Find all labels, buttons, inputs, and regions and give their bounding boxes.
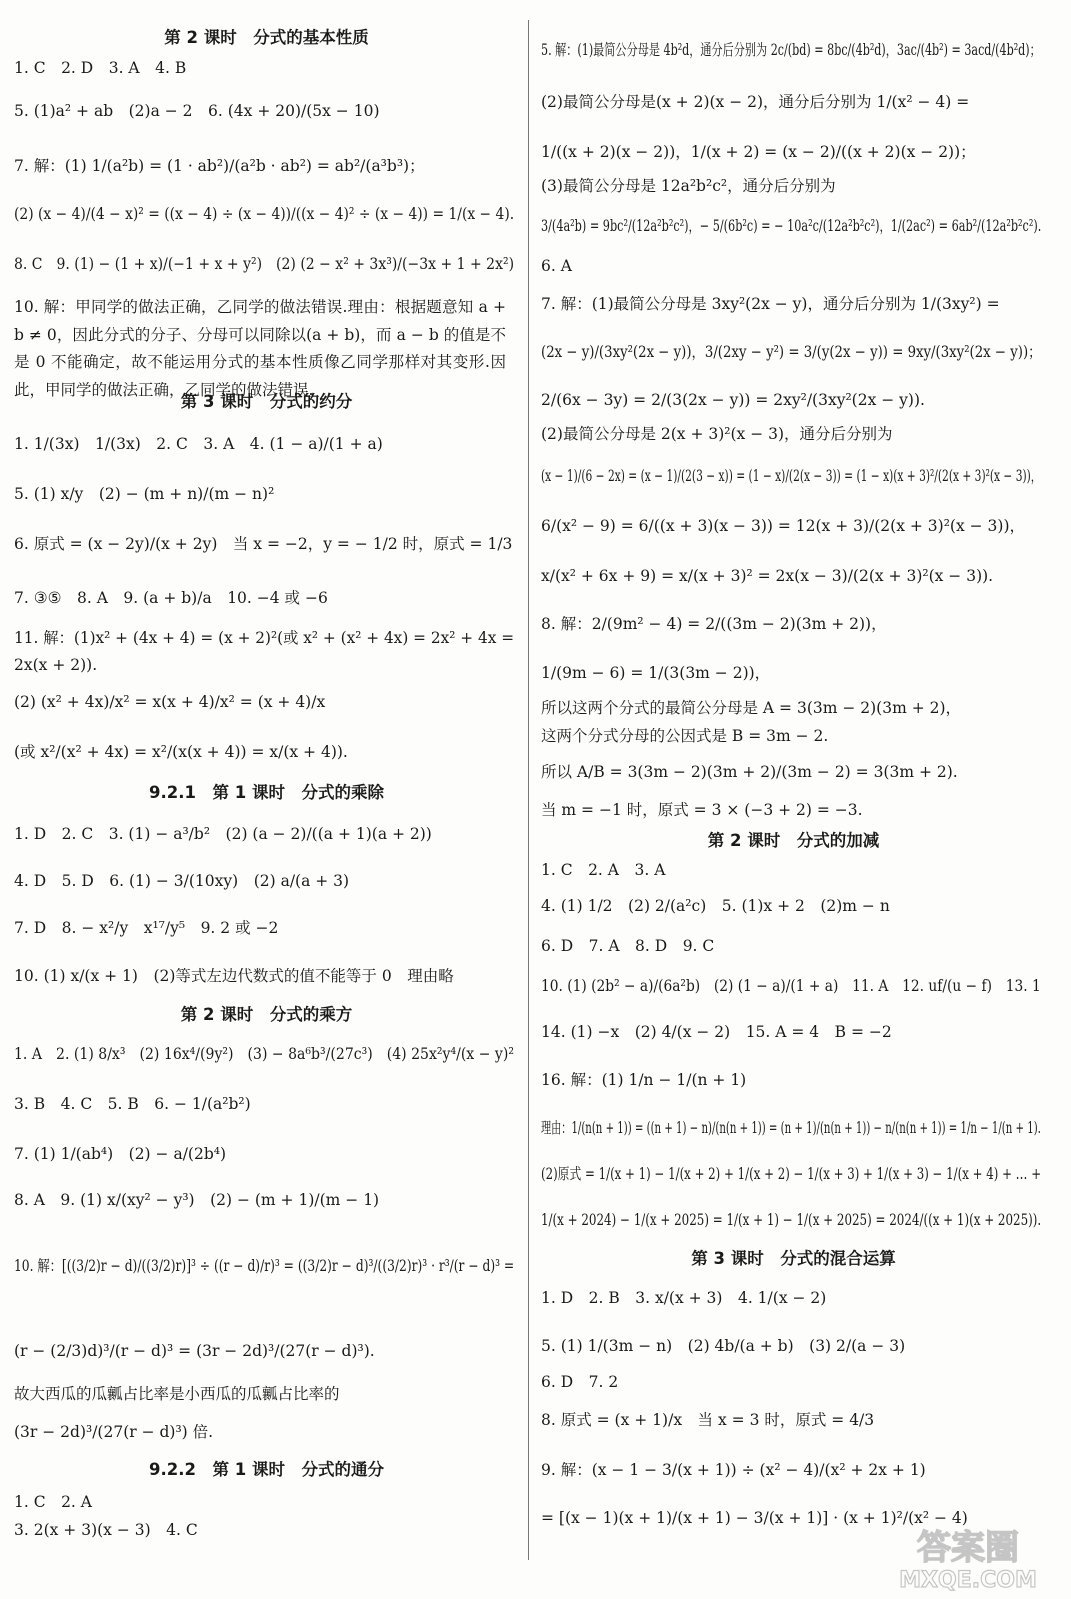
answer-line: 10. (1) x/(x + 1) (2)等式左边代数式的值不能等于 0 理由略 — [14, 967, 454, 985]
answer-line: (x − 1)/(6 − 2x) = (x − 1)/(2(3 − x)) = (1 − x)/(2(x − 3)) = (1 − x)(x + 3)²/(2(x + 3)²(x − 3))， — [541, 467, 1042, 485]
answer-line: 16. 解：(1) 1/n − 1/(n + 1) — [541, 1071, 747, 1089]
answer-line: 10. 解：甲同学的做法正确，乙同学的做法错误.理由：根据题意知 a + b ≠ 0，因此分式的分子、分母可以同除以(a + b)，而 a − b 的值是不是 0 不能确定，故不能运用分式的基本性质像乙同学那样对其变形.因此，甲同学的做法正确，乙同学的做法错误. — [14, 298, 506, 399]
answer-line: 10. 解：[((3/2)r − d)/((3/2)r)]³ ÷ ((r − d)/r)³ = ((3/2)r − d)³/((3/2)r)³ · r³/(r − d)³ = — [14, 1257, 515, 1275]
answer-line: 1. D 2. C 3. (1) − a³/b² (2) (a − 2)/((a + 1)(a + 2)) — [14, 825, 432, 843]
answer-line: 2x(x + 2)). — [14, 656, 98, 674]
answer-line: = [(x − 1)(x + 1)/(x + 1) − 3/(x + 1)] · (x + 1)²/(x² − 4) — [541, 1509, 968, 1527]
answer-line: 1. C 2. A — [14, 1493, 92, 1511]
answer-line: 9. 解：(x − 1 − 3/(x + 1)) ÷ (x² − 4)/(x² + 2x + 1) — [541, 1461, 926, 1479]
answer-line: (3)最简公分母是 12a²b²c²，通分后分别为 — [541, 177, 836, 195]
answer-line: 6. A — [541, 257, 572, 275]
answer-line: 5. (1) x/y (2) − (m + n)/(m − n)² — [14, 485, 275, 503]
answer-line: 1/(x + 2024) − 1/(x + 2025) = 1/(x + 1) − 1/(x + 2025) = 2024/((x + 1)(x + 2025)). — [541, 1211, 1042, 1229]
answer-line: 4. D 5. D 6. (1) − 3/(10xy) (2) a/(a + 3) — [14, 872, 350, 890]
answer-line: x/(x² + 6x + 9) = x/(x + 3)² = 2x(x − 3)/(2(x + 3)²(x − 3)). — [541, 567, 994, 585]
answer-line: 14. (1) −x (2) 4/(x − 2) 15. A = 4 B = −2 — [541, 1023, 892, 1041]
answer-line: (r − (2/3)d)³/(r − d)³ = (3r − 2d)³/(27(r − d)³). — [14, 1342, 375, 1360]
answer-line: 7. (1) 1/(ab⁴) (2) − a/(2b⁴) — [14, 1145, 227, 1163]
answer-line: 7. 解：(1)最简公分母是 3xy²(2x − y)，通分后分别为 1/(3xy²) = — [541, 295, 1000, 313]
watermark-logo — [883, 1515, 1053, 1593]
watermark-title: 答案圈 — [917, 1528, 1019, 1568]
answer-line: 故大西瓜的瓜瓤占比率是小西瓜的瓜瓤占比率的 — [14, 1385, 340, 1403]
answer-line: (2x − y)/(3xy²(2x − y))，3/(2xy − y²) = 3/(y(2x − y)) = 9xy/(3xy²(2x − y))； — [541, 343, 1042, 361]
answer-line: (或 x²/(x² + 4x) = x²/(x(x + 4)) = x/(x + 4)). — [14, 743, 348, 761]
answer-line: 6/(x² − 9) = 6/((x + 3)(x − 3)) = 12(x + 3)/(2(x + 3)²(x − 3))， — [541, 517, 1026, 535]
answer-line: 6. 原式 = (x − 2y)/(x + 2y) 当 x = −2，y = − 1/2 时，原式 = 1/3 — [14, 535, 513, 553]
answer-line: 7. ③⑤ 8. A 9. (a + b)/a 10. −4 或 −6 — [14, 589, 328, 607]
answer-line: 当 m = −1 时，原式 = 3 × (−3 + 2) = −3. — [541, 801, 863, 819]
answer-line: (2) (x² + 4x)/x² = x(x + 4)/x² = (x + 4)/x — [14, 693, 326, 711]
answer-line: 3. 2(x + 3)(x − 3) 4. C — [14, 1521, 198, 1539]
answer-line: 8. C 9. (1) − (1 + x)/(−1 + x + y²) (2) (2 − x² + 3x³)/(−3x + 1 + 2x²) — [14, 255, 515, 273]
answer-line: (2) (x − 4)/(4 − x)² = ((x − 4) ÷ (x − 4))/((x − 4)² ÷ (x − 4)) = 1/(x − 4). — [14, 205, 515, 223]
answer-line: 3. B 4. C 5. B 6. − 1/(a²b²) — [14, 1095, 251, 1113]
answer-line: 所以 A/B = 3(3m − 2)(3m + 2)/(3m − 2) = 3(3m + 2). — [541, 763, 958, 781]
answer-line: 1. A 2. (1) 8/x³ (2) 16x⁴/(9y²) (3) − 8a⁶b³/(27c³) (4) 25x²y⁴/(x − y)² — [14, 1045, 514, 1063]
answer-line: (2)原式 = 1/(x + 1) − 1/(x + 2) + 1/(x + 2) − 1/(x + 3) + 1/(x + 3) − 1/(x + 4) + … + — [541, 1165, 1042, 1183]
answer-line: 5. (1)a² + ab (2)a − 2 6. (4x + 20)/(5x − 10) — [14, 102, 380, 120]
answer-line: 7. D 8. − x²/y x¹⁷/y⁵ 9. 2 或 −2 — [14, 919, 279, 937]
watermark-url: MXQE.COM — [899, 1568, 1037, 1593]
section-heading: 第 2 课时 分式的乘方 — [180, 1005, 353, 1024]
answer-line: 1. C 2. D 3. A 4. B — [14, 59, 187, 77]
section-heading: 第 2 课时 分式的基本性质 — [164, 28, 369, 47]
section-heading: 第 3 课时 分式的约分 — [180, 392, 353, 411]
column-divider — [528, 20, 529, 1560]
answer-line: 10. (1) (2b² − a)/(6a²b) (2) (1 − a)/(1 + a) 11. A 12. uf/(u − f) 13. 1 — [541, 977, 1041, 995]
answer-line: 3/(4a²b) = 9bc²/(12a²b²c²)，− 5/(6b²c) = − 10a²c/(12a²b²c²)，1/(2ac²) = 6ab²/(12a²b²c²). — [541, 217, 1042, 235]
answer-line: 7. 解：(1) 1/(a²b) = (1 · ab²)/(a²b · ab²) = ab²/(a³b³)； — [14, 157, 425, 175]
section-heading: 第 3 课时 分式的混合运算 — [691, 1249, 896, 1268]
answer-line: 8. A 9. (1) x/(xy² − y³) (2) − (m + 1)/(m − 1) — [14, 1191, 380, 1209]
answer-line: (3r − 2d)³/(27(r − d)³) 倍. — [14, 1423, 214, 1441]
section-heading: 9.2.2 第 1 课时 分式的通分 — [149, 1460, 384, 1479]
answer-line: 1. D 2. B 3. x/(x + 3) 4. 1/(x − 2) — [541, 1289, 827, 1307]
answer-line: 8. 原式 = (x + 1)/x 当 x = 3 时，原式 = 4/3 — [541, 1411, 875, 1429]
section-heading: 第 2 课时 分式的加减 — [707, 831, 880, 850]
answer-line: 1. 1/(3x) 1/(3x) 2. C 3. A 4. (1 − a)/(1 + a) — [14, 435, 383, 453]
answer-line: 理由：1/(n(n + 1)) = ((n + 1) − n)/(n(n + 1)) = (n + 1)/(n(n + 1)) − n/(n(n + 1)) = 1/n − 1/(n + 1). — [541, 1119, 1041, 1137]
answer-line: (2)最简公分母是 2(x + 3)²(x − 3)，通分后分别为 — [541, 425, 893, 443]
answer-line: 5. 解：(1)最简公分母是 4b²d，通分后分别为 2c/(bd) = 8bc/(4b²d)，3ac/(4b²) = 3acd/(4b²d)； — [541, 41, 1041, 59]
section-heading: 9.2.1 第 1 课时 分式的乘除 — [149, 783, 384, 802]
answer-line: 1/((x + 2)(x − 2))，1/(x + 2) = (x − 2)/((x + 2)(x − 2))； — [541, 143, 976, 161]
answer-line: 所以这两个分式的最简公分母是 A = 3(3m − 2)(3m + 2)， — [541, 699, 962, 717]
answer-line: 1/(9m − 6) = 1/(3(3m − 2))， — [541, 664, 771, 682]
answer-line: 6. D 7. 2 — [541, 1373, 619, 1391]
answer-line: 4. (1) 1/2 (2) 2/(a²c) 5. (1)x + 2 (2)m − n — [541, 897, 890, 915]
answer-line: 5. (1) 1/(3m − n) (2) 4b/(a + b) (3) 2/(a − 3) — [541, 1337, 906, 1355]
answer-line: 2/(6x − 3y) = 2/(3(2x − y)) = 2xy²/(3xy²(2x − y)). — [541, 391, 925, 409]
answer-line: 11. 解：(1)x² + (4x + 4) = (x + 2)²(或 x² + (x² + 4x) = 2x² + 4x = — [14, 629, 515, 647]
answer-line: 8. 解：2/(9m² − 4) = 2/((3m − 2)(3m + 2))， — [541, 615, 887, 633]
answer-line: 这两个分式分母的公因式是 B = 3m − 2. — [541, 727, 829, 745]
answer-line: 1. C 2. A 3. A — [541, 861, 666, 879]
answer-line: 6. D 7. A 8. D 9. C — [541, 937, 715, 955]
answer-line: (2)最简公分母是(x + 2)(x − 2)，通分后分别为 1/(x² − 4) = — [541, 93, 970, 111]
